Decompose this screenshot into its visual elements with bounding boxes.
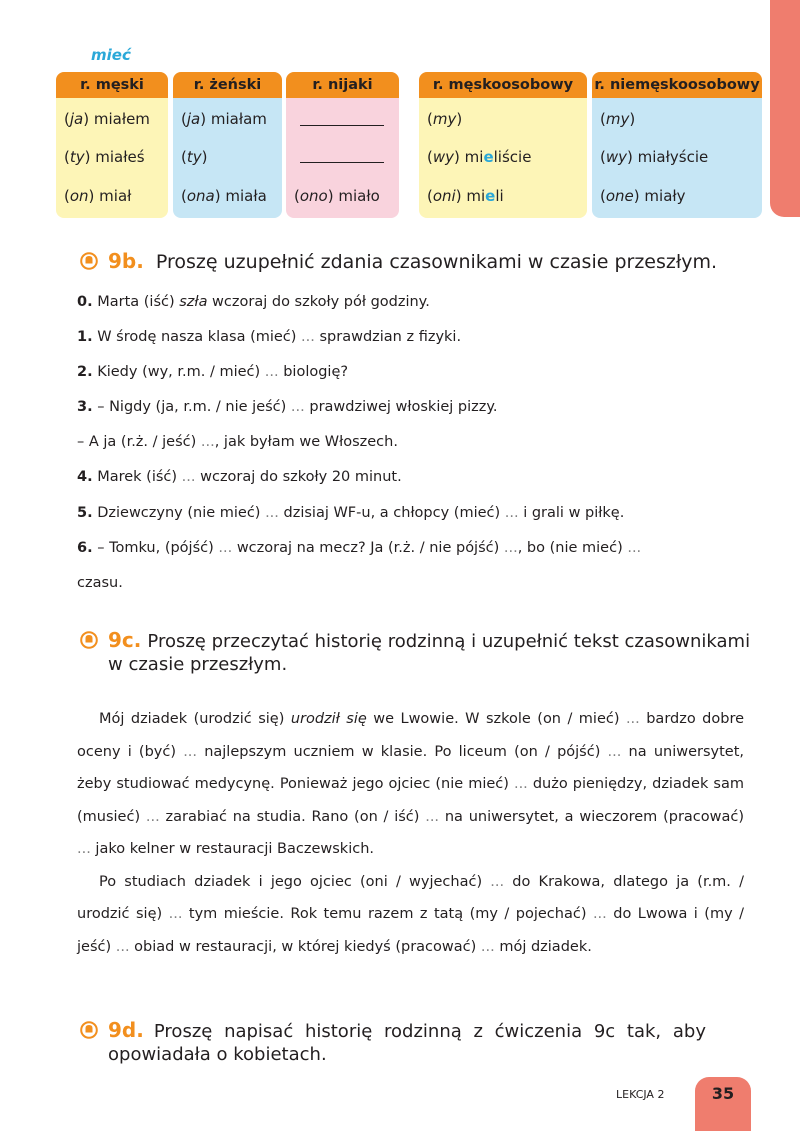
highlighted-vowel: e [483, 148, 494, 166]
column-header: r. męskoosobowy [419, 72, 587, 98]
story-paragraph [77, 703, 744, 866]
verb-ending: liście [493, 148, 532, 166]
pronoun: ty [69, 148, 85, 166]
blank-dots: ... [625, 711, 640, 727]
verb-form: mi [459, 148, 484, 166]
conjugation-column [286, 72, 399, 218]
exercise-9d-instruction-1: Proszę napisać historię rodzinną z ćwiczenia 9c tak, aby [153, 1021, 706, 1042]
blank-dots: ... [627, 540, 642, 556]
sentence-number: 1. [77, 329, 93, 345]
text-run: wczoraj do szkoły pół godziny. [207, 294, 430, 310]
text-run: zarabiać na studia. Rano (on / iść) [159, 808, 426, 825]
text-run: prawdziwej włoskiej pizzy. [304, 399, 498, 415]
sentence-line [77, 364, 348, 380]
text-run: Kiedy (wy, r.m. / mieć) [92, 364, 265, 380]
text-run: czasu. [77, 575, 123, 591]
pronoun: ono [299, 187, 328, 205]
exercise-9c-story [77, 703, 744, 963]
pronoun: ja [186, 110, 201, 128]
conjugation-cell: (ty) [181, 148, 208, 166]
pronoun: oni [432, 187, 456, 205]
blank-dots: ... [290, 399, 305, 415]
blank-dots: ... [301, 329, 315, 345]
exercise-9d-instruction-2: opowiadała o kobietach. [108, 1044, 327, 1065]
verb-form: mi [461, 187, 486, 205]
exercise-9d-header [80, 1018, 706, 1065]
conjugation-cell: (on) miał [64, 187, 132, 205]
text-run: – Tomku, (pójść) [92, 540, 219, 556]
pronoun: my [432, 110, 457, 128]
pencil-task-icon [80, 252, 98, 270]
column-body [286, 98, 399, 218]
conjugation-cell: (my) [600, 110, 636, 128]
text-run: W środę nasza klasa (mieć) [92, 329, 302, 345]
text-run: Po studiach dziadek i jego ojciec (oni / wyjechać) [99, 873, 491, 890]
sentence-line [77, 434, 398, 450]
column-body [592, 98, 762, 218]
exercise-9c-number: 9c. [108, 628, 142, 652]
pronoun: on [69, 187, 89, 205]
verb-form: miała [220, 187, 267, 205]
story-paragraph [77, 866, 744, 964]
exercise-9b-number: 9b. [108, 249, 144, 273]
exercise-9d-number: 9d. [108, 1018, 144, 1042]
text-run: Marek (iść) [92, 469, 182, 485]
exercise-9b-instruction: Proszę uzupełnić zdania czasownikami w czasie przeszłym. [155, 251, 718, 273]
blank-dots: ... [115, 938, 130, 955]
text-run: bardzo dobre oceny i (być) [77, 711, 745, 760]
blank-dots: ... [265, 505, 279, 521]
blank-line [300, 162, 384, 163]
text-run: dzisiaj WF-u, a chłopcy (mieć) [278, 505, 505, 521]
blank-dots: ... [200, 434, 215, 450]
conjugation-cell: (ono) miało [294, 187, 380, 205]
sentence-line [77, 329, 461, 345]
text-run: do Lwowa i (my / jeść) [77, 906, 745, 955]
verb-form: miałeś [90, 148, 145, 166]
sentence-number: 4. [77, 469, 93, 485]
blank-dots: ... [168, 906, 183, 922]
text-run: Dziewczyny (nie mieć) [92, 505, 266, 521]
page-number: 35 [695, 1077, 751, 1131]
conjugation-column [592, 72, 762, 218]
verb-form: miało [333, 187, 380, 205]
conjugation-cell: (wy) miałyście [600, 148, 709, 166]
conjugation-cell: (oni) mieli [427, 187, 504, 205]
sentence-number: 2. [77, 364, 93, 380]
text-run: , jak byłam we Włoszech. [214, 434, 398, 450]
text-run: wczoraj do szkoły 20 minut. [195, 469, 402, 485]
conjugation-cell: (wy) mieliście [427, 148, 532, 166]
verb-form: miałyście [632, 148, 709, 166]
sentence-line [77, 294, 430, 310]
exercise-9c-instruction-2: w czasie przeszłym. [108, 654, 288, 675]
conjugation-cell: (ja) miałem [64, 110, 150, 128]
pencil-task-icon [80, 631, 98, 649]
blank-dots: ... [607, 743, 622, 760]
sentence-number: 3. [77, 399, 93, 415]
blank-dots: ... [183, 743, 198, 760]
sentence-line [77, 540, 641, 556]
pronoun: my [605, 110, 630, 128]
text-run: mój dziadek. [494, 938, 592, 955]
pronoun: wy [605, 148, 628, 166]
text-run: i grali w piłkę. [518, 505, 625, 521]
blank-dots: ... [77, 841, 91, 857]
blank-dots: ... [503, 540, 518, 556]
conjugation-cell: (ja) miałam [181, 110, 267, 128]
verb-form: miałem [89, 110, 150, 128]
example-answer: urodził się [290, 711, 367, 727]
sentence-number: 6. [77, 540, 93, 556]
text-run: , bo (nie mieć) [517, 540, 628, 556]
text-run: jako kelner w restauracji Baczewskich. [90, 841, 375, 857]
text-run: – Nigdy (ja, r.m. / nie jeść) [92, 399, 291, 415]
exercise-9c-instruction-1: Proszę przeczytać historię rodzinną i uzupełnić tekst czasownikami [147, 631, 751, 652]
sentence-line [77, 399, 498, 415]
conjugation-column [56, 72, 168, 218]
pencil-task-icon [80, 1021, 98, 1039]
blank-dots: ... [480, 938, 495, 955]
blank-dots: ... [264, 364, 279, 380]
column-header: r. męski [56, 72, 168, 98]
sentence-number: 5. [77, 505, 93, 521]
text-run: do Krakowa, dlatego ja (r.m. / urodzić się) [77, 873, 744, 922]
text-run: najlepszym uczniem w klasie. Po liceum (on / pójść) [197, 743, 608, 760]
conjugation-title: mieć [91, 46, 131, 64]
verb-form: miały [639, 187, 686, 205]
text-run: sprawdzian z fizyki. [314, 329, 462, 345]
sentence-line [77, 575, 123, 591]
pronoun: ja [69, 110, 84, 128]
blank-dots: ... [504, 505, 519, 521]
exercise-9b-header [80, 249, 717, 273]
column-body [56, 98, 168, 218]
text-run: – A ja (r.ż. / jeść) [77, 434, 201, 450]
blank-dots: ... [145, 808, 160, 825]
blank-dots: ... [425, 808, 440, 825]
pronoun: ty [186, 148, 202, 166]
text-run: tym mieście. Rok temu razem z tatą (my / pojechać) [182, 906, 593, 922]
highlighted-vowel: e [485, 187, 496, 205]
sentence-line [77, 505, 624, 521]
column-header: r. niemęskoosobowy [592, 72, 762, 98]
pronoun: ona [186, 187, 215, 205]
sentence-number: 0. [77, 294, 93, 310]
pronoun: one [605, 187, 634, 205]
verb-form: miał [94, 187, 132, 205]
text-run: biologię? [278, 364, 349, 380]
verb-ending: li [495, 187, 504, 205]
conjugation-cell: (my) [427, 110, 463, 128]
column-header: r. żeński [173, 72, 282, 98]
example-answer: szła [179, 294, 208, 310]
column-body [419, 98, 587, 218]
conjugation-cell: (ona) miała [181, 187, 267, 205]
blank-dots: ... [490, 873, 505, 890]
text-run: na uniwersytet, a wieczorem (pracować) [439, 808, 745, 825]
text-run: we Lwowie. W szkole (on / mieć) [366, 711, 626, 727]
text-run: Marta (iść) [92, 294, 180, 310]
blank-line [300, 125, 384, 126]
pronoun: wy [432, 148, 455, 166]
blank-dots: ... [181, 469, 196, 485]
lesson-label: LEKCJA 2 [616, 1088, 665, 1101]
text-run: obiad w restauracji, w której kiedyś (pracować) [129, 938, 481, 955]
verb-form: miałam [206, 110, 267, 128]
side-tab [770, 0, 800, 217]
conjugation-column [173, 72, 282, 218]
conjugation-cell: (ty) miałeś [64, 148, 145, 166]
text-run: dużo pieniędzy, dziadek sam (musieć) [77, 776, 744, 825]
exercise-9c-header [80, 628, 750, 675]
blank-dots: ... [513, 776, 528, 792]
text-run: Mój dziadek (urodzić się) [99, 711, 291, 727]
text-run: na uniwersytet, żeby studiować medycynę. Ponieważ jego ojciec (nie mieć) [77, 743, 745, 792]
conjugation-column [419, 72, 587, 218]
text-run: wczoraj na mecz? Ja (r.ż. / nie pójść) [232, 540, 504, 556]
conjugation-cell: (one) miały [600, 187, 686, 205]
sentence-line [77, 469, 402, 485]
column-body [173, 98, 282, 218]
column-header: r. nijaki [286, 72, 399, 98]
blank-dots: ... [218, 540, 233, 556]
blank-dots: ... [592, 906, 607, 922]
